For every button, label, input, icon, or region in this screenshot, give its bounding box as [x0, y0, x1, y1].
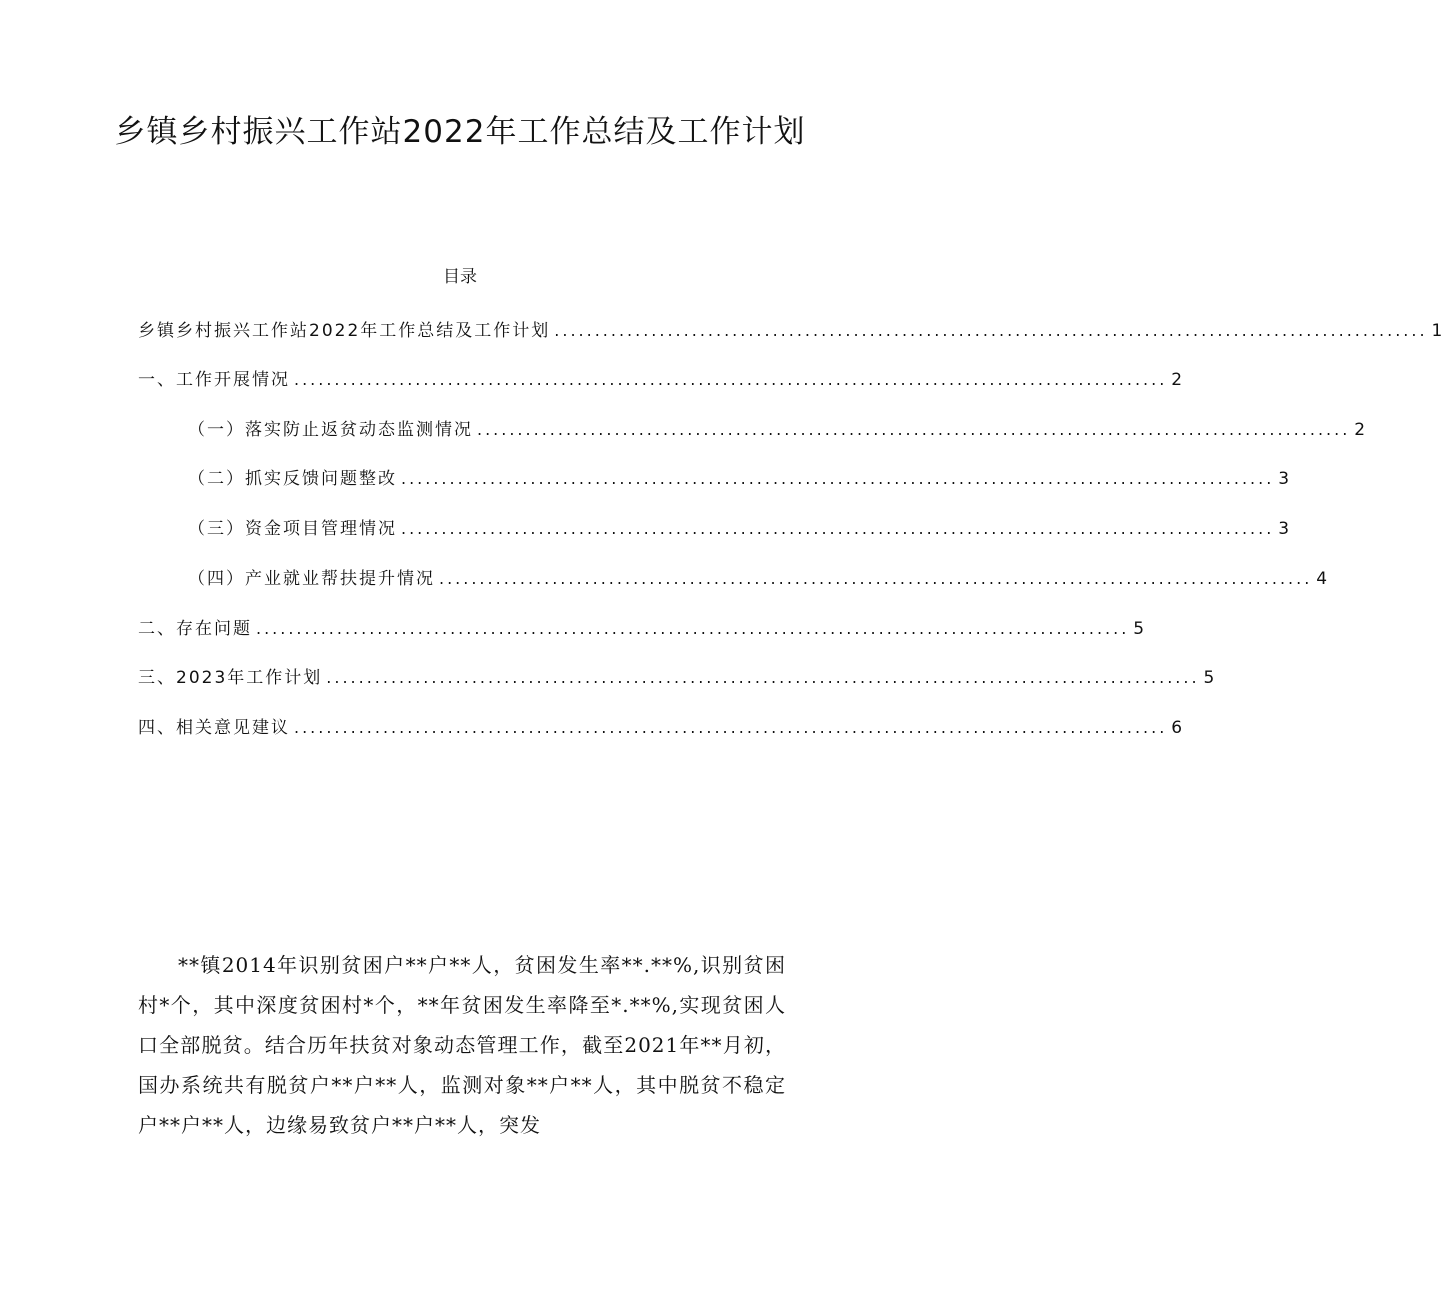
toc-leader-dots: ............................................................................................................: [294, 370, 1168, 389]
toc-entry-page: 4: [1316, 569, 1328, 589]
toc-entry-label: 一、工作开展情况: [138, 370, 290, 390]
toc-entry-subsection-1-2[interactable]: [188, 466, 1290, 492]
toc-leader-dots: ............................................................................................................: [326, 668, 1200, 687]
toc-leader-dots: ............................................................................................................: [401, 519, 1275, 538]
toc-entry-section-1[interactable]: [138, 367, 1183, 393]
toc-leader-dots: ............................................................................................................: [477, 420, 1351, 439]
toc-leader-dots: ............................................................................................................: [256, 619, 1130, 638]
toc-leader-dots: ............................................................................................................: [294, 718, 1168, 737]
toc-entry-page: 5: [1133, 619, 1145, 639]
toc-entry-label: 乡镇乡村振兴工作站2022年工作总结及工作计划: [138, 321, 551, 341]
toc-entry-label: （二）抓实反馈问题整改: [188, 469, 397, 489]
toc-entry-label: 二、存在问题: [138, 619, 252, 639]
toc-leader-dots: ............................................................................................................: [401, 469, 1275, 488]
toc-entry-page: 3: [1278, 519, 1290, 539]
toc-entry-label: （四）产业就业帮扶提升情况: [188, 569, 435, 589]
toc-leader-dots: ............................................................................................................: [554, 321, 1428, 340]
toc-entry-section-3[interactable]: [138, 665, 1215, 691]
document-title: 乡镇乡村振兴工作站2022年工作总结及工作计划: [114, 114, 806, 150]
toc-entry-page: 2: [1171, 370, 1183, 390]
toc-entry-subsection-1-1[interactable]: [188, 417, 1366, 443]
toc-entry-label: 三、2023年工作计划: [138, 668, 323, 688]
toc-entry-section-4[interactable]: [138, 715, 1183, 741]
toc-entry-page: 1: [1431, 321, 1442, 341]
body-paragraph: **镇2014年识别贫困户**户**人，贫困发生率**.**%,识别贫困村*个，其中深度贫困村*个，**年贫困发生率降至*.**%,实现贫困人口全部脱贫。结合历年扶贫对象动态管理工作，截至2021年**月初，国办系统共有脱贫户**户**人，监测对象**户**人，其中脱贫不稳定户**户**人，边缘易致贫户**户**人，突发: [138, 953, 786, 1137]
toc-entry-label: （一）落实防止返贫动态监测情况: [188, 420, 473, 440]
toc-heading: 目录: [443, 267, 477, 287]
toc-entry-label: （三）资金项目管理情况: [188, 519, 397, 539]
toc-entry-title[interactable]: [138, 318, 1442, 344]
toc-entry-page: 3: [1278, 469, 1290, 489]
toc-leader-dots: ............................................................................................................: [439, 569, 1313, 588]
toc-entry-page: 5: [1203, 668, 1215, 688]
toc-entry-section-2[interactable]: [138, 616, 1145, 642]
toc-entry-subsection-1-3[interactable]: [188, 516, 1290, 542]
toc-entry-subsection-1-4[interactable]: [188, 566, 1328, 592]
toc-entry-label: 四、相关意见建议: [138, 718, 290, 738]
toc-entry-page: 2: [1354, 420, 1366, 440]
toc-entry-page: 6: [1171, 718, 1183, 738]
